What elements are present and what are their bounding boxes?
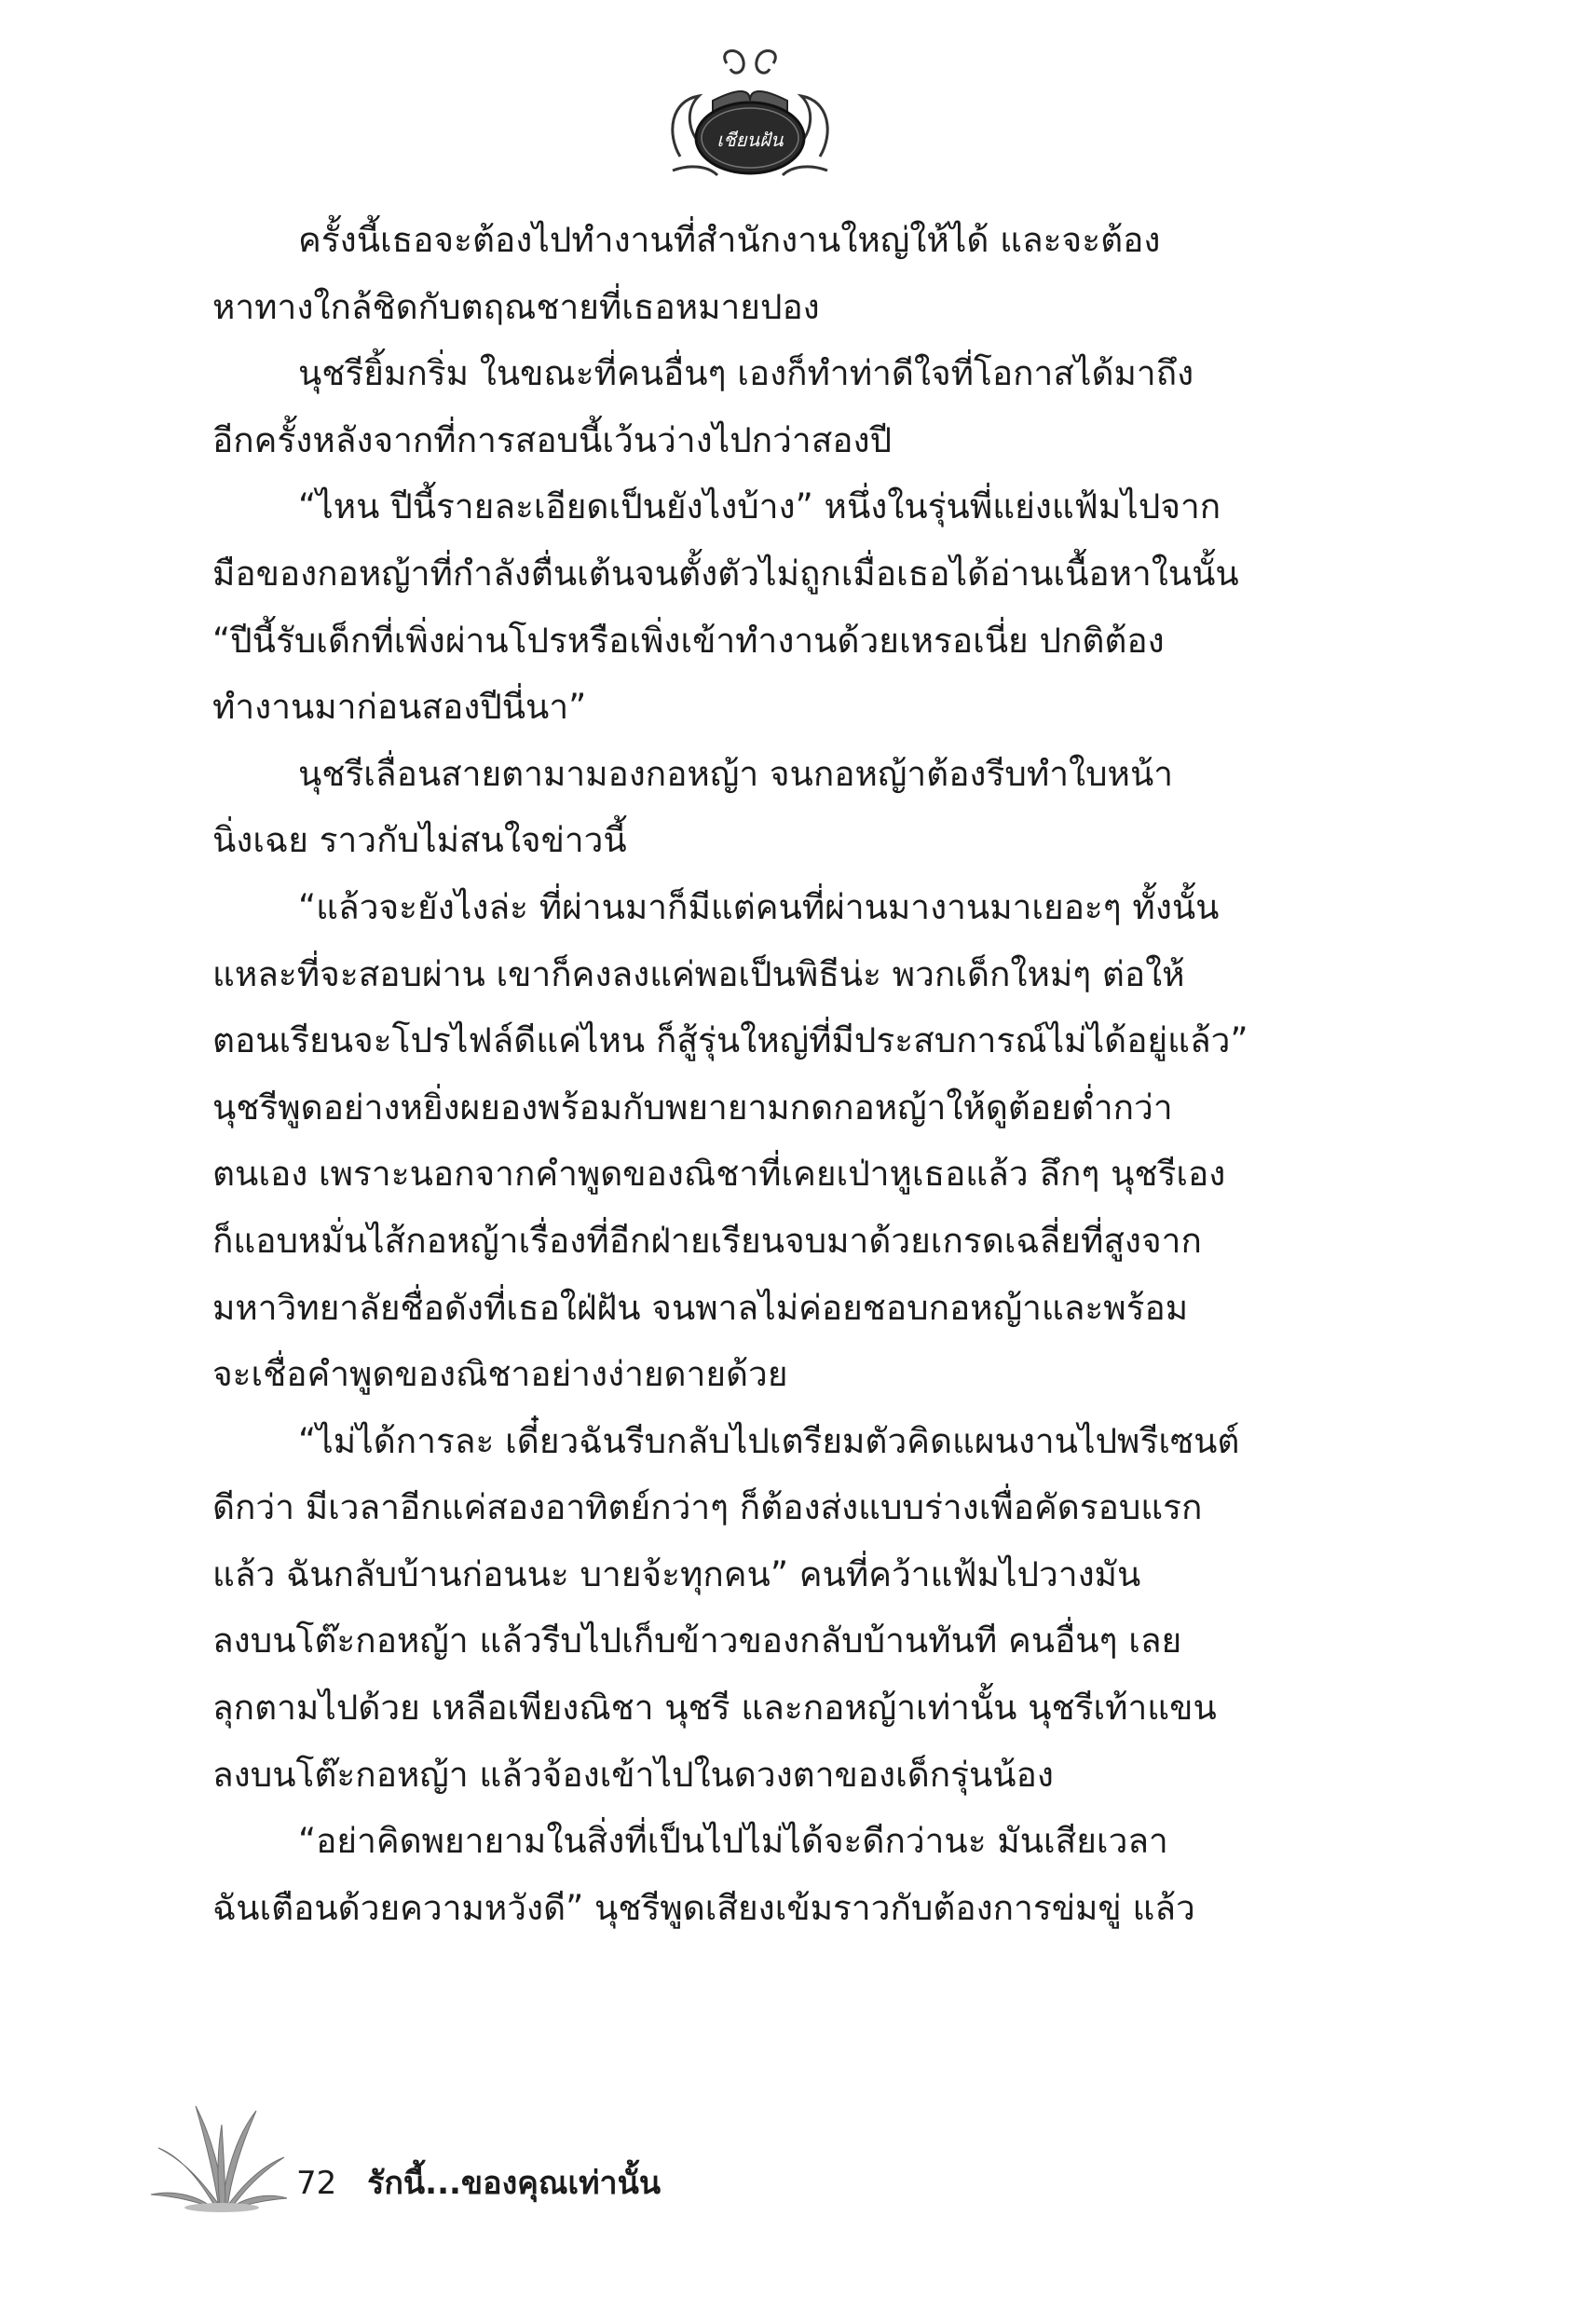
text-line: “อย่าคิดพยายามในสิ่งที่เป็นไปไม่ได้จะดีกว่านะ มันเสียเวลา (298, 1821, 1168, 1862)
text-line: ตนเอง เพราะนอกจากคำพูดของณิชาที่เคยเป่าหูเธอแล้ว ลึกๆ นุชรีเอง (212, 1154, 1226, 1195)
page-footer (296, 2157, 661, 2208)
text-line: นุชรียิ้มกริ่ม ในขณะที่คนอื่นๆ เองก็ทำท่าดีใจที่โอกาสได้มาถึง (298, 353, 1194, 394)
page-number: 72 (296, 2165, 337, 2202)
text-line: แหละที่จะสอบผ่าน เขาก็คงลงแค่พอเป็นพิธีน่ะ พวกเด็กใหม่ๆ ต่อให้ (212, 953, 1185, 994)
text-line: แล้ว ฉันกลับบ้านก่อนนะ บายจ้ะทุกคน” คนที่คว้าแฟ้มไปวางมัน (212, 1553, 1141, 1594)
text-line: ก็แอบหมั่นไส้กอหญ้าเรื่องที่อีกฝ่ายเรียนจบมาด้วยเกรดเฉลี่ยที่สูงจาก (212, 1220, 1202, 1261)
text-line: มือของกอหญ้าที่กำลังตื่นเต้นจนตั้งตัวไม่ถูกเมื่อเธอได้อ่านเนื้อหาในนั้น (212, 553, 1239, 594)
text-line: จะเชื่อคำพูดของณิชาอย่างง่ายดายด้วย (212, 1354, 788, 1395)
text-line: มหาวิทยาลัยชื่อดังที่เธอใฝ่ฝัน จนพาลไม่ค่อยชอบกอหญ้าและพร้อม (212, 1287, 1189, 1328)
text-line: ดีกว่า มีเวลาอีกแค่สองอาทิตย์กว่าๆ ก็ต้องส่งแบบร่างเพื่อคัดรอบแรก (212, 1487, 1203, 1528)
emblem-label: เชียนฝัน (716, 129, 784, 151)
text-line: หาทางใกล้ชิดกับตฤณชายที่เธอหมายปอง (212, 286, 820, 327)
text-line: “แล้วจะยังไงล่ะ ที่ผ่านมาก็มีแต่คนที่ผ่านมางานมาเยอะๆ ทั้งนั้น (298, 886, 1220, 927)
text-line: ทำงานมาก่อนสองปีนี่นา” (212, 687, 587, 728)
paragraph (212, 741, 1330, 874)
text-line: ลุกตามไปด้วย เหลือเพียงณิชา นุชรี และกอหญ้าเท่านั้น นุชรีเท้าแขน (212, 1688, 1217, 1729)
grass-plant-icon (149, 2101, 289, 2213)
book-title: รักนี้...ของคุณเท่านั้น (367, 2165, 662, 2202)
chapter-body (212, 207, 1330, 1941)
text-line: ครั้งนี้เธอจะต้องไปทำงานที่สำนักงานใหญ่ให้ได้ และจะต้อง (298, 220, 1161, 260)
paragraph (212, 207, 1330, 340)
text-line: ตอนเรียนจะโปรไฟล์ดีแค่ไหน ก็สู้รุ่นใหญ่ที่มีประสบการณ์ไม่ได้อยู่แล้ว” (212, 1020, 1248, 1061)
paragraph (212, 473, 1330, 740)
paragraph (212, 1408, 1330, 1809)
text-line: นุชรีพูดอย่างหยิ่งผยองพร้อมกับพยายามกดกอหญ้าให้ดูต้อยต่ำกว่า (212, 1087, 1173, 1128)
paragraph (212, 874, 1330, 1408)
text-line: “ปีนี้รับเด็กที่เพิ่งผ่านโปรหรือเพิ่งเข้าทำงานด้วยเหรอเนี่ย ปกติต้อง (212, 620, 1165, 661)
text-line: ฉันเตือนด้วยความหวังดี” นุชรีพูดเสียงเข้มราวกับต้องการข่มขู่ แล้ว (212, 1887, 1195, 1928)
text-line: “ไม่ได้การละ เดี๋ยวฉันรีบกลับไปเตรียมตัวคิดแผนงานไปพรีเซนต์ (298, 1420, 1240, 1461)
text-line: “ไหน ปีนี้รายละเอียดเป็นยังไงบ้าง” หนึ่งในรุ่นพี่แย่งแฟ้มไปจาก (298, 486, 1221, 527)
text-line: นิ่งเฉย ราวกับไม่สนใจข่าวนี้ (212, 820, 627, 861)
paragraph (212, 1808, 1330, 1941)
paragraph (212, 340, 1330, 473)
text-line: นุชรีเลื่อนสายตามามองกอหญ้า จนกอหญ้าต้องรีบทำใบหน้า (298, 753, 1174, 794)
text-line: ลงบนโต๊ะกอหญ้า แล้วจ้องเข้าไปในดวงตาของเด็กรุ่นน้อง (212, 1754, 1054, 1795)
text-line: ลงบนโต๊ะกอหญ้า แล้วรีบไปเก็บข้าวของกลับบ้านทันที คนอื่นๆ เลย (212, 1620, 1182, 1661)
header-emblem-icon (662, 45, 839, 185)
text-line: อีกครั้งหลังจากที่การสอบนี้เว้นว่างไปกว่าสองปี (212, 419, 893, 460)
